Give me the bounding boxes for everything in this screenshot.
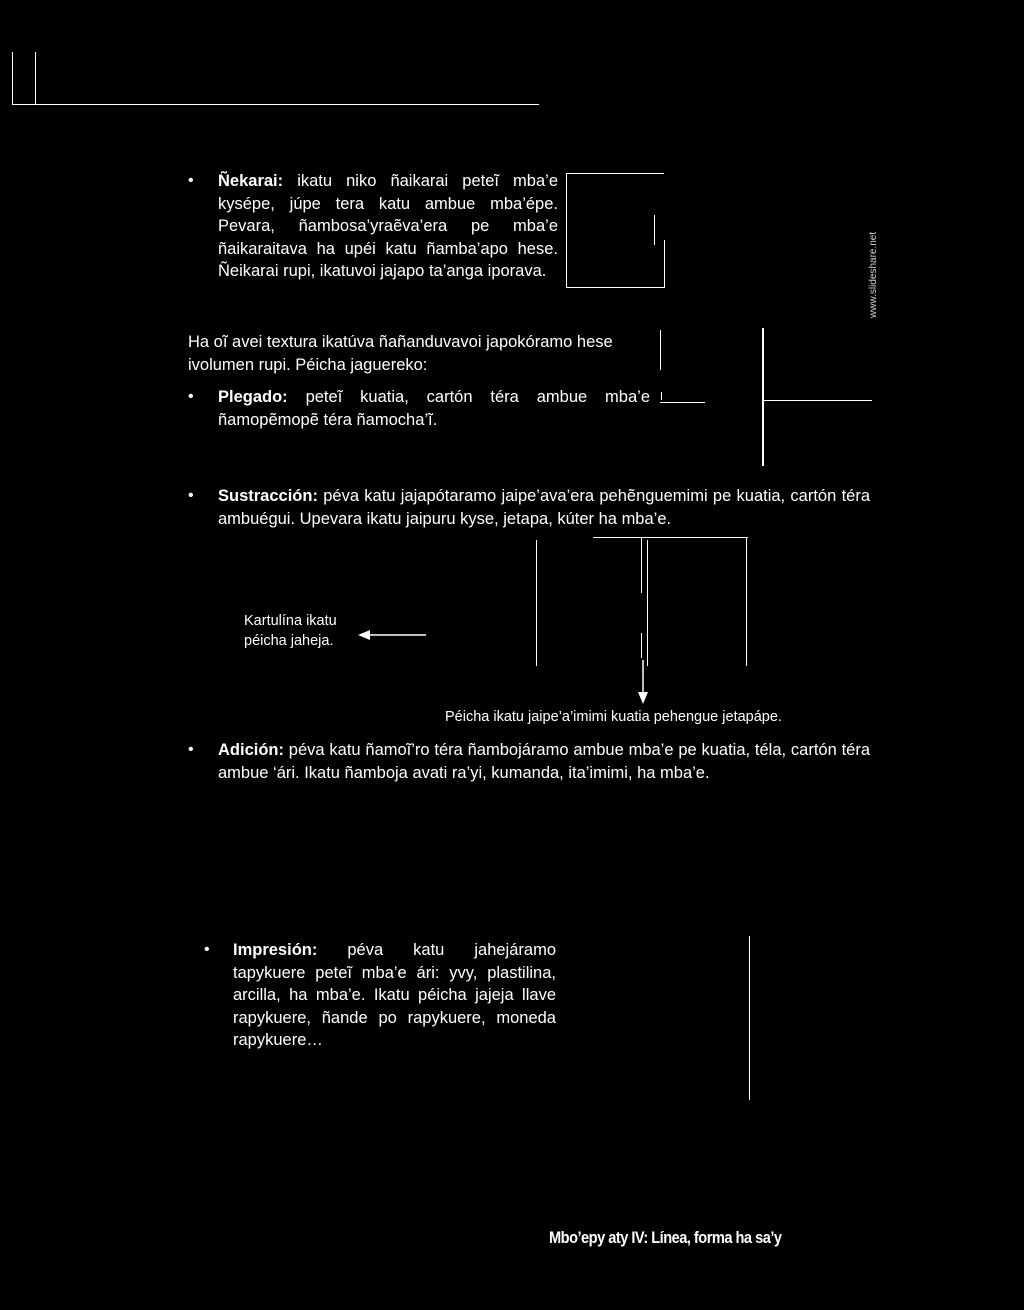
footer-title: Mbo’epy aty IV: Línea, forma ha sa’y xyxy=(549,1228,782,1247)
nekarai-paragraph xyxy=(218,170,558,283)
caption-left-line-1: Kartulína ikatu xyxy=(244,613,337,629)
sustraccion-inner-2 xyxy=(647,540,648,666)
impresion-paragraph xyxy=(233,939,556,1052)
sustraccion-paragraph xyxy=(218,485,870,530)
caption-left xyxy=(244,611,337,651)
nekarai-illustration-left xyxy=(566,173,567,288)
sustraccion-left-edge xyxy=(536,540,537,666)
caption-bottom: Péicha ikatu jaipe’a’imimi kuatia pehengue jetapápe. xyxy=(445,709,782,725)
plegado-mark-1 xyxy=(660,330,661,370)
bullet-dot: • xyxy=(188,388,194,405)
header-line-left-1 xyxy=(12,52,13,105)
header-rule xyxy=(12,104,539,105)
plegado-mark-3 xyxy=(660,402,705,403)
intro-paragraph: Ha oĩ avei textura ikatúva ñañanduvavoi japokóramo hese ivolumen rupi. Péicha jaguereko: xyxy=(188,333,613,374)
nekarai-text: ikatu niko ñaikarai peteĩ mba’e kysépe, júpe tera katu ambue mba’épe. Pevara, ñambosa’yraẽva’era pe mba’e ñaikaraitava ha upéi katu ñamba’apo hese. Ñeikarai rupi, ikatuvoi jajapo ta’anga iporava. xyxy=(218,172,558,280)
impresion-text: péva katu jahejáramo tapykuere peteĩ mba’e ári: yvy, plastilina, arcilla, ha mba’e. Ikatu péicha jajeja llave rapykuere, ñande po rapykuere, moneda rapykuere… xyxy=(233,941,556,1049)
plegado-mark-2 xyxy=(661,392,662,400)
sustraccion-term: Sustracción: xyxy=(218,487,318,505)
bullet-dot: • xyxy=(188,487,194,504)
sustraccion-text: péva katu jajapótaramo jaipe’ava’era pehẽnguemimi pe kuatia, cartón téra ambuégui. Upevara ikatu jaipuru kyse, jetapa, kúter ha mba’e. xyxy=(218,487,870,528)
nekarai-illustration-top xyxy=(566,173,664,174)
caption-left-line-2: péicha jaheja. xyxy=(244,633,334,649)
arrow-left-icon xyxy=(358,627,428,643)
plegado-paragraph xyxy=(218,386,650,431)
plegado-term: Plegado: xyxy=(218,388,288,406)
plegado-text: peteĩ kuatia, cartón téra ambue mba’e ñamopẽmopẽ téra ñamocha’ĩ. xyxy=(218,388,650,429)
header-line-left-2 xyxy=(35,52,36,105)
impresion-illustration-edge xyxy=(749,936,750,1100)
watermark: www.slideshare.net xyxy=(868,231,879,318)
nekarai-term: Ñekarai: xyxy=(218,172,284,190)
bullet-dot: • xyxy=(188,741,194,758)
arrow-down-icon xyxy=(636,660,650,704)
sustraccion-top-edge xyxy=(593,537,748,538)
sustraccion-inner-3 xyxy=(641,633,642,658)
nekarai-illustration-bottom xyxy=(566,287,665,288)
adicion-text: péva katu ñamoĩ’ro téra ñambojáramo ambue mba’e pe kuatia, téla, cartón téra ambue ‘ári. Ikatu ñamboja avati ra’yi, kumanda, ita’imimi, ha mba’e. xyxy=(218,741,870,782)
nekarai-illustration-mark xyxy=(654,215,655,245)
sustraccion-inner-1 xyxy=(641,537,642,593)
impresion-term: Impresión: xyxy=(233,941,318,959)
nekarai-illustration-right xyxy=(664,240,665,288)
adicion-term: Adición: xyxy=(218,741,284,759)
bullet-dot: • xyxy=(204,941,210,958)
sustraccion-right-edge xyxy=(746,537,747,666)
adicion-paragraph xyxy=(218,739,870,784)
plegado-fold-vertical xyxy=(762,328,764,466)
bullet-dot: • xyxy=(188,172,194,189)
plegado-fold-horizontal xyxy=(762,400,872,401)
